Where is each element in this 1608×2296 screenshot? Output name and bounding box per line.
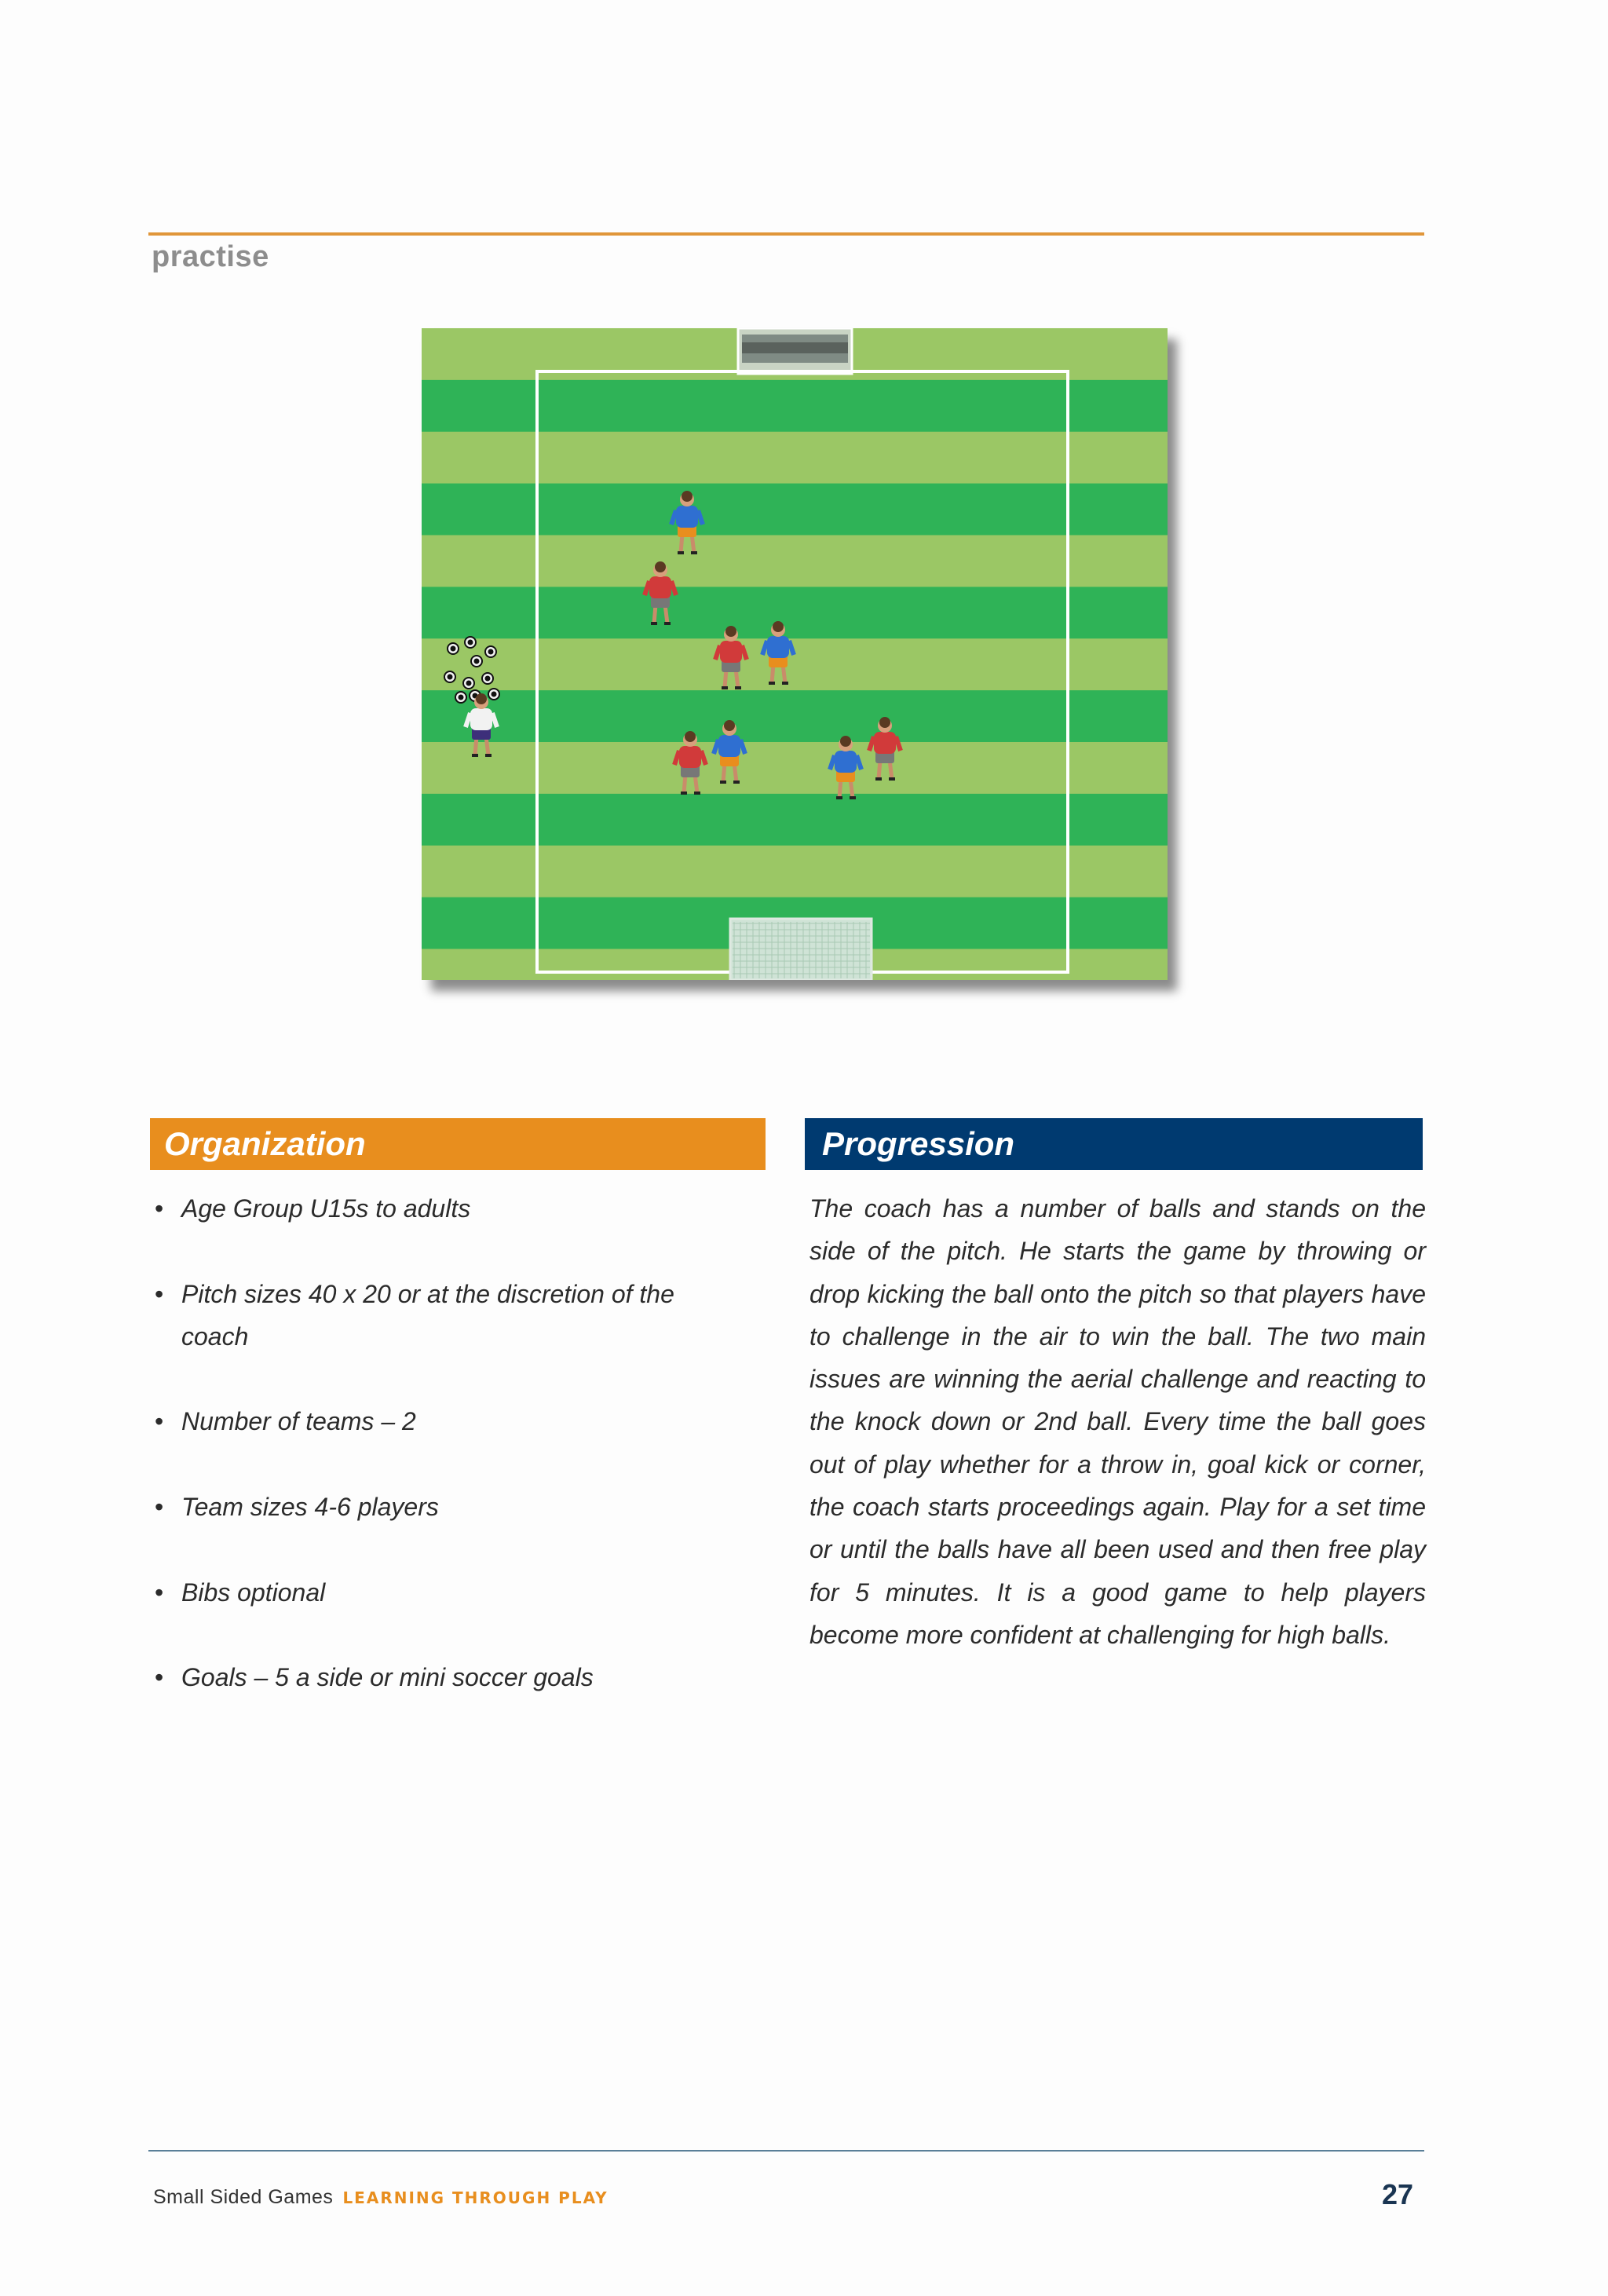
boot	[769, 682, 775, 685]
pitch-stripe	[422, 535, 1168, 587]
ball-patch	[488, 649, 494, 655]
boot	[722, 686, 728, 689]
ball-patch	[485, 676, 491, 682]
shirt	[676, 506, 698, 528]
list-item: • Team sizes 4-6 players	[153, 1486, 750, 1528]
hair	[773, 621, 784, 632]
hair	[476, 693, 487, 704]
boot	[850, 796, 856, 799]
boot	[733, 781, 740, 784]
ball-patch	[474, 659, 480, 664]
boot	[694, 792, 700, 795]
boot	[889, 777, 895, 781]
list-item: • Bibs optional	[153, 1571, 750, 1614]
boot	[836, 796, 842, 799]
shirt	[874, 732, 896, 754]
ball-patch	[466, 681, 472, 686]
ball-patch	[451, 646, 456, 652]
organization-header: Organization	[150, 1118, 766, 1170]
list-item: • Goals – 5 a side or mini soccer goals	[153, 1656, 750, 1698]
boot	[875, 777, 882, 781]
pitch-stripe	[422, 690, 1168, 743]
top-goal	[738, 328, 852, 374]
hair	[685, 731, 696, 742]
pitch-diagram	[422, 328, 1168, 980]
shirt	[718, 735, 740, 757]
hair	[682, 491, 693, 502]
hair	[840, 736, 851, 747]
shirt	[470, 708, 492, 730]
page-number: 27	[1382, 2178, 1414, 2210]
ball-patch	[492, 692, 497, 697]
pitch-stripe	[422, 484, 1168, 536]
hair	[724, 720, 735, 731]
list-item: • Number of teams – 2	[153, 1400, 750, 1442]
footer-tagline: LEARNING THROUGH PLAY	[342, 2188, 608, 2207]
footer-title	[153, 2186, 608, 2209]
section-label: practise	[152, 240, 269, 273]
progression-header: Progression	[805, 1118, 1423, 1170]
pitch-stripe	[422, 742, 1168, 795]
progression-text: The coach has a number of balls and stands on the side of the pitch. He starts the game by throwing or drop kicking the ball onto the pitch so that players have to challenge in the air to win the ball. The two main issues are winning the aerial challenge and reacting to the knock down or 2nd ball. Every time the ball goes out of play whether for a throw in, goal kick or corner, the coach starts proceedings again. Play for a set time or until the balls have all been used and then free play for 5 minutes. It is a good game to help players become more confident at challenging for high balls.	[809, 1194, 1426, 1649]
boot	[651, 622, 657, 625]
boot	[691, 551, 697, 554]
boot	[664, 622, 671, 625]
shirt	[720, 641, 742, 663]
footer-title-text: Small Sided Games	[153, 2186, 334, 2208]
bottom-rule	[148, 2150, 1424, 2152]
pitch-stripe	[422, 380, 1168, 433]
list-item: • Pitch sizes 40 x 20 or at the discretion of the coach	[153, 1273, 750, 1358]
boot	[782, 682, 788, 685]
pitch-stripe	[422, 638, 1168, 691]
ball-patch	[468, 640, 473, 645]
pitch-stripe	[422, 587, 1168, 639]
boot	[720, 781, 726, 784]
boot	[485, 754, 492, 757]
boot	[678, 551, 684, 554]
shirt	[679, 746, 701, 768]
boot	[681, 792, 687, 795]
shirt	[649, 576, 671, 598]
shirt	[835, 751, 857, 773]
boot	[472, 754, 478, 757]
shirt	[767, 636, 789, 658]
ball-patch	[459, 695, 464, 700]
list-item: • Age Group U15s to adults	[153, 1187, 750, 1230]
top-rule	[148, 232, 1424, 236]
pitch-svg	[422, 328, 1168, 980]
ball-patch	[448, 675, 453, 680]
bottom-goal	[730, 919, 872, 980]
pitch-stripe	[422, 794, 1168, 846]
hair	[725, 626, 736, 637]
organization-list	[153, 1187, 750, 1742]
hair	[879, 717, 890, 728]
hair	[655, 561, 666, 572]
pitch-stripe	[422, 432, 1168, 484]
pitch-stripe	[422, 846, 1168, 898]
boot	[735, 686, 741, 689]
